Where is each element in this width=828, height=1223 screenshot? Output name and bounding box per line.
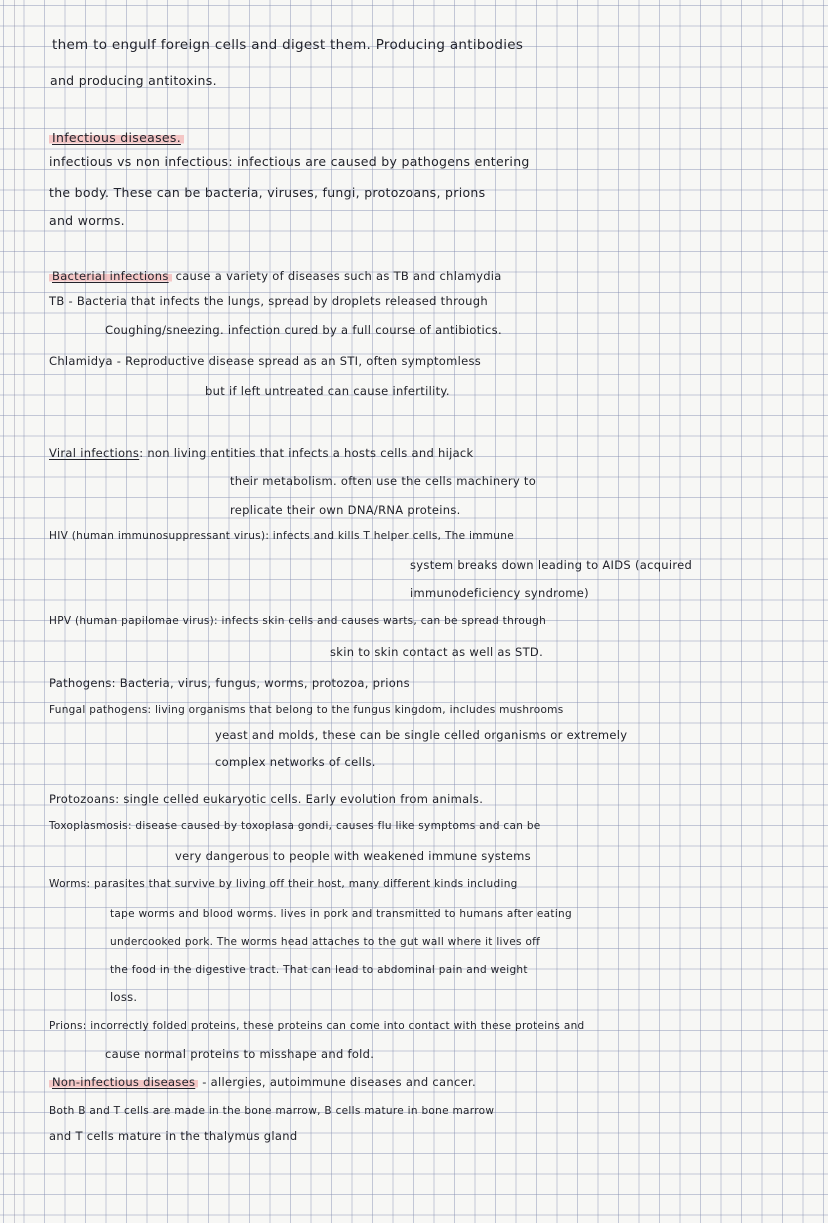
bacterial-line-3: Chlamidya - Reproductive disease spread as an STI, often symptomless: [49, 354, 482, 368]
viral-line-6: HPV (human papilomae virus): infects skin cells and causes warts, can be spread through: [49, 615, 547, 627]
infectious-heading: Infectious diseases.: [49, 130, 184, 146]
viral-line-5: immunodeficiency syndrome): [410, 586, 589, 600]
infectious-line-3: and worms.: [49, 213, 125, 228]
viral-line-1: their metabolism. often use the cells machinery to: [230, 474, 537, 488]
bacterial-line-4: but if left untreated can cause infertility.: [205, 384, 450, 398]
viral-heading-rest: : non living entities that infects a hosts cells and hijack: [139, 446, 474, 460]
margin-line: [14, 0, 15, 1223]
pathogens-line-4: complex networks of cells.: [215, 755, 376, 769]
bacterial-line-2: Coughing/sneezing. infection cured by a full course of antibiotics.: [105, 323, 502, 337]
pathogens-line-3: yeast and molds, these can be single celled organisms or extremely: [215, 728, 628, 742]
protozoa-line-3: very dangerous to people with weakened immune systems: [175, 849, 531, 863]
viral-line-3: HIV (human immunosuppressant virus): infects and kills T helper cells, The immune: [49, 530, 514, 542]
noninfectious-heading-rest: - allergies, autoimmune diseases and cancer.: [198, 1075, 476, 1089]
worms-line-4: the food in the digestive tract. That can lead to abdominal pain and weight: [110, 964, 528, 976]
worms-line-2: tape worms and blood worms. lives in pork and transmitted to humans after eating: [110, 908, 572, 920]
pathogens-line-1: Pathogens: Bacteria, virus, fungus, worms, protozoa, prions: [49, 676, 410, 690]
viral-line-2: replicate their own DNA/RNA proteins.: [230, 503, 461, 517]
viral-heading: Viral infections: [49, 446, 140, 460]
bacterial-heading-rest: cause a variety of diseases such as TB and chlamydia: [171, 269, 502, 283]
protozoa-line-2: Toxoplasmosis: disease caused by toxoplasa gondi, causes flu like symptoms and can be: [49, 820, 541, 832]
viral-heading-line: [49, 445, 474, 461]
protozoa-line-1: Protozoans: single celled eukaryotic cells. Early evolution from animals.: [49, 792, 484, 806]
infectious-line-1: infectious vs non infectious: infectious are caused by pathogens entering: [49, 154, 530, 169]
prions-line-1: Prions: incorrectly folded proteins, these proteins can come into contact with these proteins and: [49, 1020, 585, 1032]
pathogens-line-2: Fungal pathogens: living organisms that belong to the fungus kingdom, includes mushrooms: [49, 704, 564, 716]
infectious-line-2: the body. These can be bacteria, viruses, fungi, protozoans, prions: [49, 185, 486, 200]
bacterial-heading-line: [49, 268, 502, 284]
bacterial-line-1: TB - Bacteria that infects the lungs, spread by droplets released through: [49, 294, 488, 308]
prions-line-2: cause normal proteins to misshape and fold.: [105, 1047, 375, 1061]
noninfectious-heading: Non-infectious diseases: [49, 1075, 198, 1089]
noninfectious-line-2: and T cells mature in the thalymus gland: [49, 1129, 298, 1143]
intro-line-1: them to engulf foreign cells and digest them. Producing antibodies: [52, 37, 524, 53]
intro-line-2: and producing antitoxins.: [50, 73, 217, 88]
worms-line-5: loss.: [110, 990, 138, 1004]
noninfectious-line-1: Both B and T cells are made in the bone marrow, B cells mature in bone marrow: [49, 1105, 495, 1117]
worms-line-1: Worms: parasites that survive by living off their host, many different kinds including: [49, 878, 518, 890]
noninfectious-heading-line: [49, 1074, 476, 1090]
viral-line-7: skin to skin contact as well as STD.: [330, 645, 544, 659]
worms-line-3: undercooked pork. The worms head attaches to the gut wall where it lives off: [110, 936, 541, 948]
bacterial-heading: Bacterial infections: [49, 269, 172, 283]
viral-line-4: system breaks down leading to AIDS (acquired: [410, 558, 693, 572]
